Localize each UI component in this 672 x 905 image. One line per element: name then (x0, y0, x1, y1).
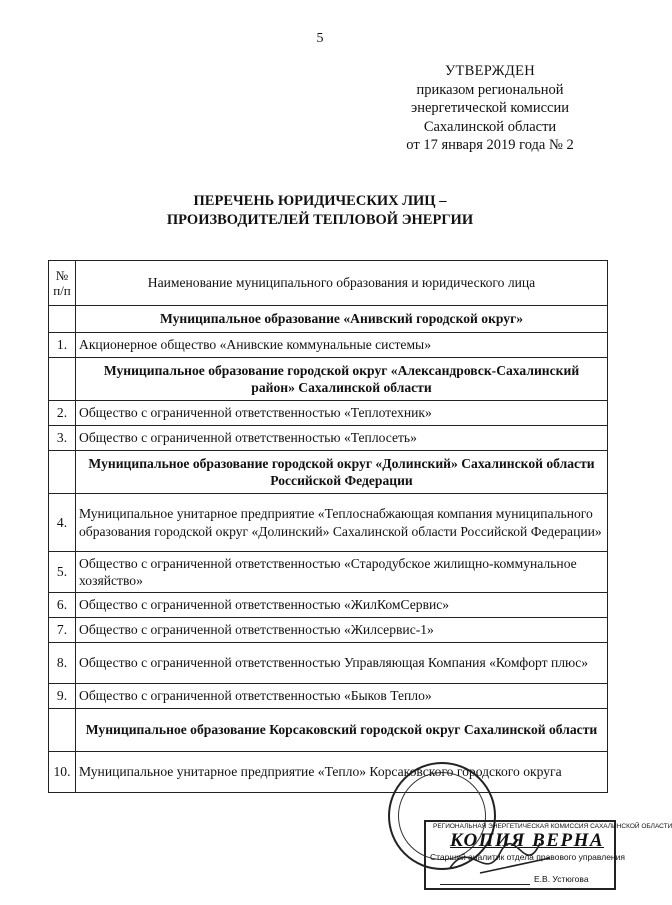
handwritten-signature (440, 828, 560, 888)
row-entity: Общество с ограниченной ответственностью «Стародубское жилищно-коммунальное хозяйство» (76, 552, 608, 593)
row-entity: Муниципальное унитарное предприятие «Тепло» Корсаковского городского округа (76, 752, 608, 793)
table-row (49, 618, 608, 643)
section-title: Муниципальное образование городской округ «Александровск-Сахалинский район» Сахалинской области (76, 358, 608, 401)
table-row (49, 333, 608, 358)
document-title (0, 192, 640, 229)
section-title: Муниципальное образование городской округ «Долинский» Сахалинской области Российской Федерации (76, 451, 608, 494)
header-num-cell: № п/п (49, 261, 76, 306)
row-number: 3. (49, 426, 76, 451)
header-name-cell: Наименование муниципального образования и юридического лица (76, 261, 608, 306)
approval-line: от 17 января 2019 года № 2 (406, 137, 574, 153)
row-entity: Общество с ограниченной ответственностью «ЖилКомСервис» (76, 593, 608, 618)
row-number: 10. (49, 752, 76, 793)
row-entity: Общество с ограниченной ответственностью Управляющая Компания «Комфорт плюс» (76, 643, 608, 684)
row-number: 2. (49, 401, 76, 426)
row-entity: Общество с ограниченной ответственностью «Теплосеть» (76, 426, 608, 451)
title-line: ПРОИЗВОДИТЕЛЕЙ ТЕПЛОВОЙ ЭНЕРГИИ (166, 211, 474, 228)
stamp-organization: РЕГИОНАЛЬНАЯ ЭНЕРГЕТИЧЕСКАЯ КОМИССИЯ САХАЛИНСКОЙ ОБЛАСТИ (433, 823, 672, 830)
row-number: 7. (49, 618, 76, 643)
producers-table (48, 260, 608, 793)
stamp-position: Старший аналитик отдела правового управления (430, 852, 625, 862)
row-number: 4. (49, 494, 76, 552)
row-number: 1. (49, 333, 76, 358)
row-number: 9. (49, 684, 76, 709)
approval-line: приказом региональной (416, 81, 564, 98)
section-title: Муниципальное образование Корсаковский городской округ Сахалинской области (76, 709, 608, 752)
title-line: ПЕРЕЧЕНЬ ЮРИДИЧЕСКИХ ЛИЦ – (193, 193, 447, 209)
approval-block (370, 62, 610, 155)
table-row (49, 752, 608, 793)
row-number: 5. (49, 552, 76, 593)
table-row (49, 552, 608, 593)
row-number: 6. (49, 593, 76, 618)
row-entity: Муниципальное унитарное предприятие «Теплоснабжающая компания муниципального образования городской округ «Долинский» Сахалинской области Российской Федерации» (76, 494, 608, 552)
section-row (49, 451, 608, 494)
table-row (49, 426, 608, 451)
row-entity: Общество с ограниченной ответственностью «Теплотехник» (76, 401, 608, 426)
approval-heading: УТВЕРЖДЕН (444, 63, 536, 79)
table-header-row (49, 261, 608, 306)
stamp-signatory: Е.В. Устюгова (534, 874, 589, 884)
approval-line: Сахалинской области (423, 118, 557, 135)
page-number: 5 (316, 31, 324, 46)
row-entity: Общество с ограниченной ответственностью «Жилсервис-1» (76, 618, 608, 643)
approval-line: энергетической комиссии (410, 100, 570, 116)
row-entity: Акционерное общество «Анивские коммунальные системы» (76, 333, 608, 358)
table-row (49, 593, 608, 618)
row-entity: Общество с ограниченной ответственностью «Быков Тепло» (76, 684, 608, 709)
section-title: Муниципальное образование «Анивский городской округ» (76, 306, 608, 333)
section-row (49, 358, 608, 401)
table-row (49, 684, 608, 709)
section-row (49, 709, 608, 752)
section-row (49, 306, 608, 333)
stamp-copy-text: КОПИЯ ВЕРНА (450, 830, 605, 851)
table-row (49, 643, 608, 684)
row-number: 8. (49, 643, 76, 684)
table-row (49, 401, 608, 426)
table-row (49, 494, 608, 552)
